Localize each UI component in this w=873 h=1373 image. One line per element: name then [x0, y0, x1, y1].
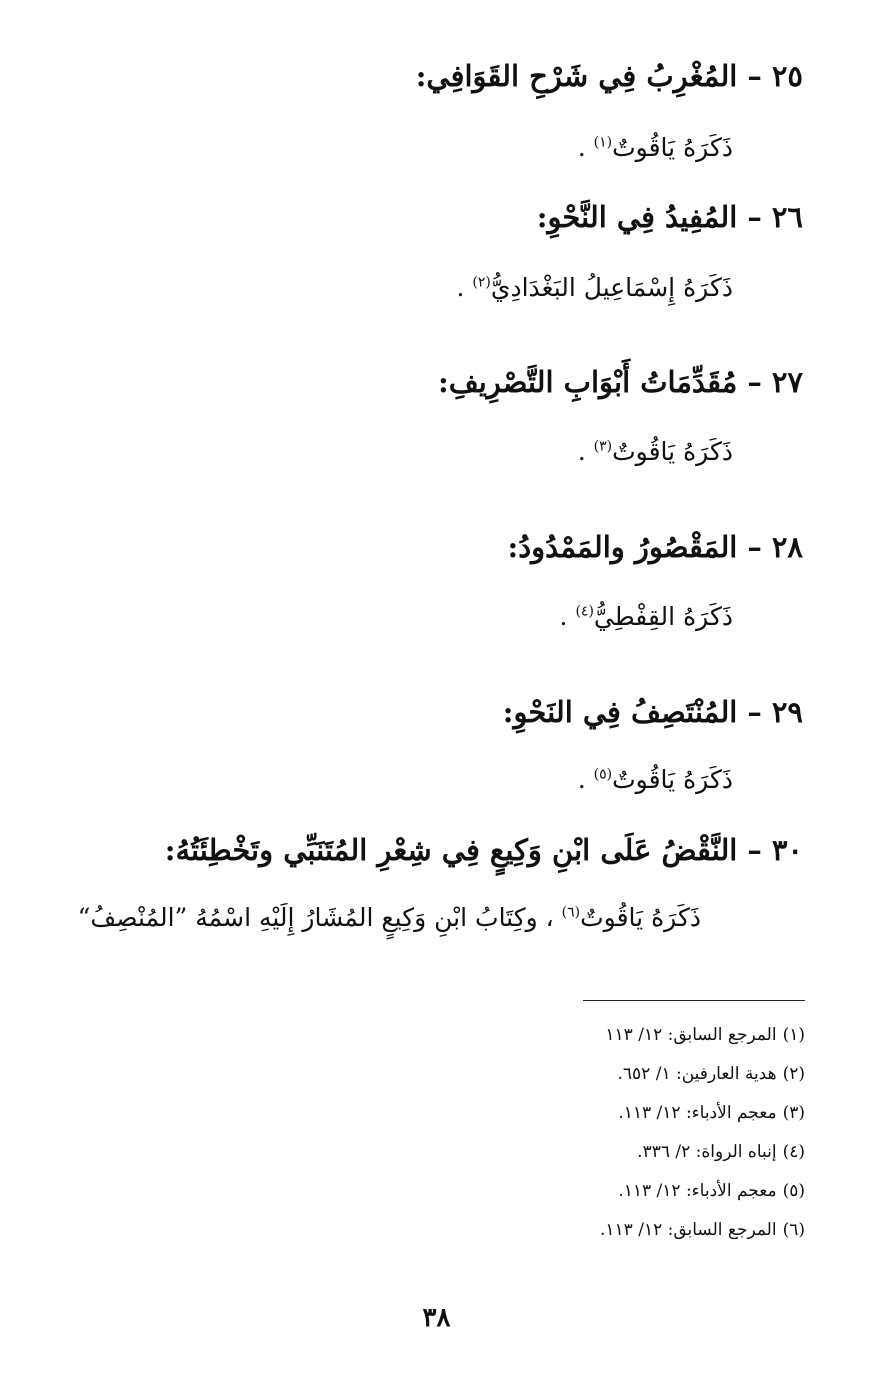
footnote-ref[interactable]: (٣)	[593, 438, 613, 455]
entry-28-heading	[60, 527, 803, 567]
entry-end: ، وكِتَابُ ابْنِ وَكِيعٍ المُشَارُ إِلَيْهِ اسْمُهُ ”المُنْصِفُ“	[77, 903, 554, 932]
entry-text: ذَكَرَهُ إِسْمَاعِيلُ البَغْدَادِيُّ	[490, 273, 733, 302]
footnote-text: إنباه الرواة: ٢/ ٣٣٦.	[637, 1142, 777, 1162]
footnote-1	[475, 1016, 805, 1055]
entry-number: ٢٦	[771, 200, 803, 234]
entry-text: ذَكَرَهُ يَاقُوتٌ	[612, 133, 733, 162]
entry-number: ٣٠	[771, 833, 803, 867]
entry-27-body	[60, 432, 733, 472]
dash: –	[747, 695, 762, 729]
entry-27-heading	[60, 362, 803, 402]
entry-25-body	[60, 128, 733, 168]
footnote-5	[475, 1172, 805, 1211]
footnote-marker: (٣)	[782, 1103, 805, 1123]
entry-end: .	[577, 765, 586, 794]
entry-25-heading	[60, 56, 803, 96]
page-number: ٣٨	[422, 1303, 451, 1333]
entry-29-heading	[60, 692, 803, 732]
footnote-marker: (٢)	[782, 1064, 805, 1084]
entry-number: ٢٥	[771, 59, 803, 93]
footnote-ref[interactable]: (٤)	[575, 603, 594, 620]
entry-28-body	[60, 597, 733, 637]
entry-26-body	[60, 268, 733, 308]
entry-text: ذَكَرَهُ يَاقُوتٌ	[580, 903, 701, 932]
dash: –	[747, 59, 762, 93]
footnote-text: المرجع السابق: ١٢/ ١١٣.	[599, 1220, 777, 1240]
footnote-marker: (١)	[782, 1025, 805, 1045]
entry-text: ذَكَرَهُ يَاقُوتٌ	[612, 765, 733, 794]
footnote-marker: (٤)	[782, 1142, 805, 1162]
entry-26-heading	[60, 197, 803, 237]
dash: –	[747, 530, 762, 564]
footnote-text: معجم الأدباء: ١٢/ ١١٣.	[618, 1103, 777, 1123]
entry-number: ٢٨	[771, 530, 803, 564]
entry-30-body	[60, 898, 701, 938]
entry-number: ٢٩	[771, 695, 803, 729]
dash: –	[747, 365, 762, 399]
footnote-3	[475, 1094, 805, 1133]
entry-title: المُنْتَصِفُ فِي النَحْوِ:	[502, 695, 738, 729]
entry-end: .	[577, 133, 586, 162]
footnote-ref[interactable]: (٢)	[472, 274, 491, 291]
entry-end: .	[577, 437, 586, 466]
entry-title: المُغْرِبُ فِي شَرْحِ القَوَافِي:	[415, 59, 738, 93]
footnote-ref[interactable]: (٥)	[593, 766, 613, 783]
dash: –	[747, 833, 762, 867]
footnote-text: هدية العارفين: ١/ ٦٥٢.	[617, 1064, 777, 1084]
footnote-marker: (٥)	[782, 1181, 805, 1201]
entry-title: مُقَدِّمَاتُ أَبْوَابِ التَّصْرِيفِ:	[437, 365, 738, 399]
entry-text: ذَكَرَهُ القِفْطِيُّ	[593, 602, 733, 631]
entry-30-heading	[60, 830, 803, 870]
entry-text: ذَكَرَهُ يَاقُوتٌ	[612, 437, 733, 466]
entry-title: النَّقْضُ عَلَى ابْنِ وَكِيعٍ فِي شِعْرِ المُتَنَبِّي وتَخْطِئَتُهُ:	[164, 833, 738, 867]
entry-end: .	[559, 602, 568, 631]
footnote-text: معجم الأدباء: ١٢/ ١١٣.	[618, 1181, 777, 1201]
footnote-text: المرجع السابق: ١٢/ ١١٣	[605, 1025, 777, 1045]
footnote-2	[475, 1055, 805, 1094]
footnote-separator	[583, 1000, 805, 1001]
footnote-ref[interactable]: (١)	[593, 134, 613, 151]
entry-end: .	[456, 273, 465, 302]
entry-title: المُفِيدُ فِي النَّحْوِ:	[536, 200, 738, 234]
entry-number: ٢٧	[771, 365, 803, 399]
footnote-6	[475, 1211, 805, 1250]
entry-title: المَقْصُورُ والمَمْدُودُ:	[507, 530, 738, 564]
footnote-4	[475, 1133, 805, 1172]
footnotes	[475, 1016, 805, 1250]
footnote-marker: (٦)	[782, 1220, 805, 1240]
entry-29-body	[60, 760, 733, 800]
dash: –	[747, 200, 762, 234]
footnote-ref[interactable]: (٦)	[561, 904, 581, 921]
